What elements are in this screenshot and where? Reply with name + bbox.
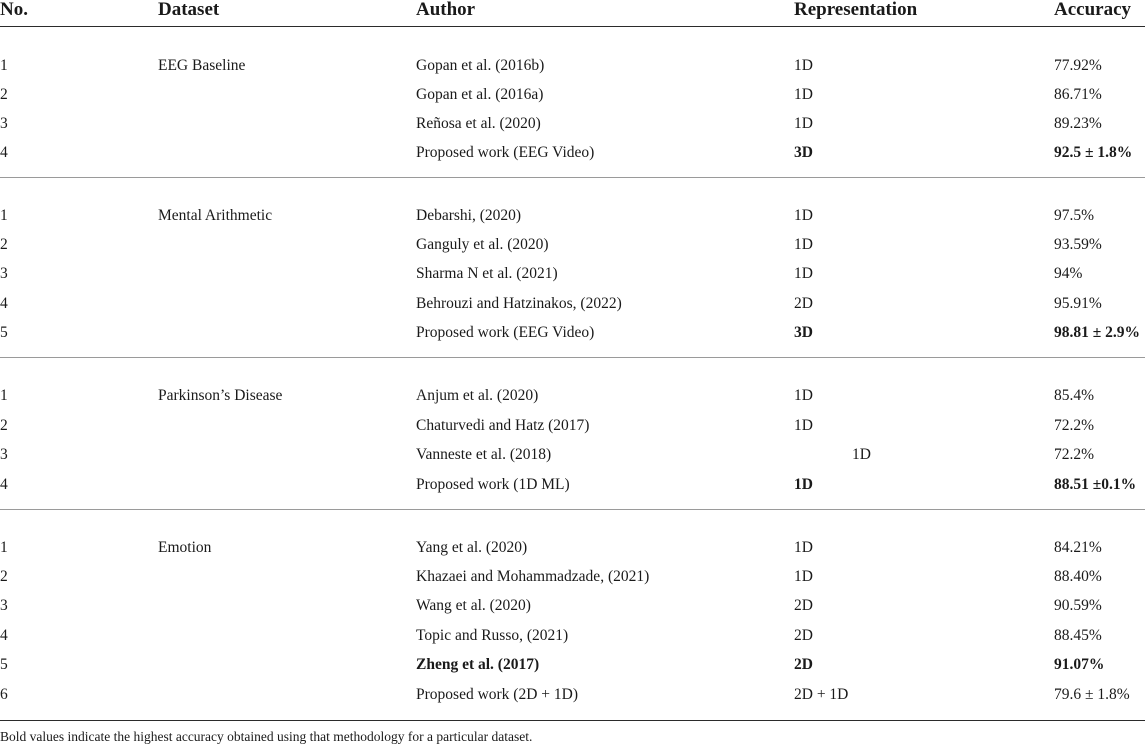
accuracy-cell: 72.2%	[1054, 446, 1095, 463]
representation-cell: 1D	[794, 115, 813, 132]
table-footnote: Bold values indicate the highest accuracy obtained using that methodology for a particular dataset.	[0, 729, 533, 744]
no-cell: 4	[0, 295, 8, 312]
no-cell: 3	[0, 597, 8, 614]
header-rule	[0, 26, 1145, 27]
group-divider	[0, 357, 1145, 358]
author-cell: Gopan et al. (2016a)	[416, 86, 544, 103]
no-cell: 4	[0, 476, 8, 493]
representation-cell: 1D	[794, 568, 813, 585]
dataset-cell: Parkinson’s Disease	[158, 387, 283, 404]
accuracy-cell: 97.5%	[1054, 207, 1095, 224]
no-cell: 5	[0, 656, 8, 673]
accuracy-cell: 95.91%	[1054, 295, 1102, 312]
author-cell: Anjum et al. (2020)	[416, 387, 539, 404]
author-cell: Proposed work (2D + 1D)	[416, 686, 579, 703]
dataset-cell: EEG Baseline	[158, 57, 246, 74]
accuracy-cell: 94%	[1054, 265, 1083, 282]
no-cell: 6	[0, 686, 8, 703]
no-cell: 3	[0, 115, 8, 132]
no-cell: 4	[0, 144, 8, 161]
author-cell: Wang et al. (2020)	[416, 597, 531, 614]
representation-cell: 1D	[794, 539, 813, 556]
accuracy-cell: 88.51 ±0.1%	[1054, 476, 1137, 493]
representation-cell: 1D	[794, 387, 813, 404]
accuracy-cell: 98.81 ± 2.9%	[1054, 324, 1141, 341]
author-cell: Vanneste et al. (2018)	[416, 446, 552, 463]
no-cell: 1	[0, 387, 8, 404]
accuracy-cell: 91.07%	[1054, 656, 1105, 673]
author-cell: Zheng et al. (2017)	[416, 656, 540, 673]
no-cell: 2	[0, 86, 8, 103]
accuracy-cell: 72.2%	[1054, 417, 1095, 434]
accuracy-cell: 89.23%	[1054, 115, 1102, 132]
accuracy-cell: 88.45%	[1054, 627, 1102, 644]
accuracy-cell: 79.6 ± 1.8%	[1054, 686, 1130, 703]
header-representation: Representation	[794, 0, 918, 20]
author-cell: Topic and Russo, (2021)	[416, 627, 569, 644]
no-cell: 3	[0, 265, 8, 282]
representation-cell: 1D	[794, 417, 813, 434]
author-cell: Sharma N et al. (2021)	[416, 265, 558, 282]
representation-cell: 1D	[794, 86, 813, 103]
header-accuracy: Accuracy	[1054, 0, 1132, 20]
accuracy-cell: 86.71%	[1054, 86, 1102, 103]
no-cell: 2	[0, 417, 8, 434]
representation-cell: 2D + 1D	[794, 686, 849, 703]
no-cell: 1	[0, 207, 8, 224]
representation-cell: 1D	[852, 446, 871, 463]
representation-cell: 1D	[794, 207, 813, 224]
no-cell: 2	[0, 236, 8, 253]
header-dataset: Dataset	[158, 0, 220, 20]
author-cell: Chaturvedi and Hatz (2017)	[416, 417, 590, 434]
no-cell: 1	[0, 57, 8, 74]
group-divider	[0, 509, 1145, 510]
author-cell: Yang et al. (2020)	[416, 539, 528, 556]
author-cell: Khazaei and Mohammadzade, (2021)	[416, 568, 650, 585]
no-cell: 5	[0, 324, 8, 341]
representation-cell: 3D	[794, 324, 813, 341]
author-cell: Proposed work (1D ML)	[416, 476, 570, 493]
representation-cell: 1D	[794, 476, 813, 493]
no-cell: 1	[0, 539, 8, 556]
accuracy-cell: 92.5 ± 1.8%	[1054, 144, 1133, 161]
no-cell: 3	[0, 446, 8, 463]
accuracy-cell: 84.21%	[1054, 539, 1102, 556]
author-cell: Proposed work (EEG Video)	[416, 144, 595, 161]
representation-cell: 2D	[794, 627, 813, 644]
accuracy-cell: 85.4%	[1054, 387, 1095, 404]
author-cell: Reñosa et al. (2020)	[416, 115, 541, 132]
group-divider	[0, 177, 1145, 178]
author-cell: Gopan et al. (2016b)	[416, 57, 545, 74]
representation-cell: 3D	[794, 144, 813, 161]
representation-cell: 1D	[794, 236, 813, 253]
dataset-cell: Emotion	[158, 539, 212, 556]
author-cell: Behrouzi and Hatzinakos, (2022)	[416, 295, 622, 312]
accuracy-cell: 90.59%	[1054, 597, 1102, 614]
header-no: No.	[0, 0, 28, 20]
representation-cell: 1D	[794, 265, 813, 282]
representation-cell: 1D	[794, 57, 813, 74]
author-cell: Proposed work (EEG Video)	[416, 324, 595, 341]
header-author: Author	[416, 0, 476, 20]
dataset-cell: Mental Arithmetic	[158, 207, 273, 224]
accuracy-cell: 88.40%	[1054, 568, 1102, 585]
no-cell: 4	[0, 627, 8, 644]
author-cell: Ganguly et al. (2020)	[416, 236, 549, 253]
representation-cell: 2D	[794, 597, 813, 614]
representation-cell: 2D	[794, 295, 813, 312]
no-cell: 2	[0, 568, 8, 585]
accuracy-cell: 93.59%	[1054, 236, 1102, 253]
accuracy-cell: 77.92%	[1054, 57, 1102, 74]
representation-cell: 2D	[794, 656, 813, 673]
table-bottom-rule	[0, 720, 1145, 721]
author-cell: Debarshi, (2020)	[416, 207, 522, 224]
